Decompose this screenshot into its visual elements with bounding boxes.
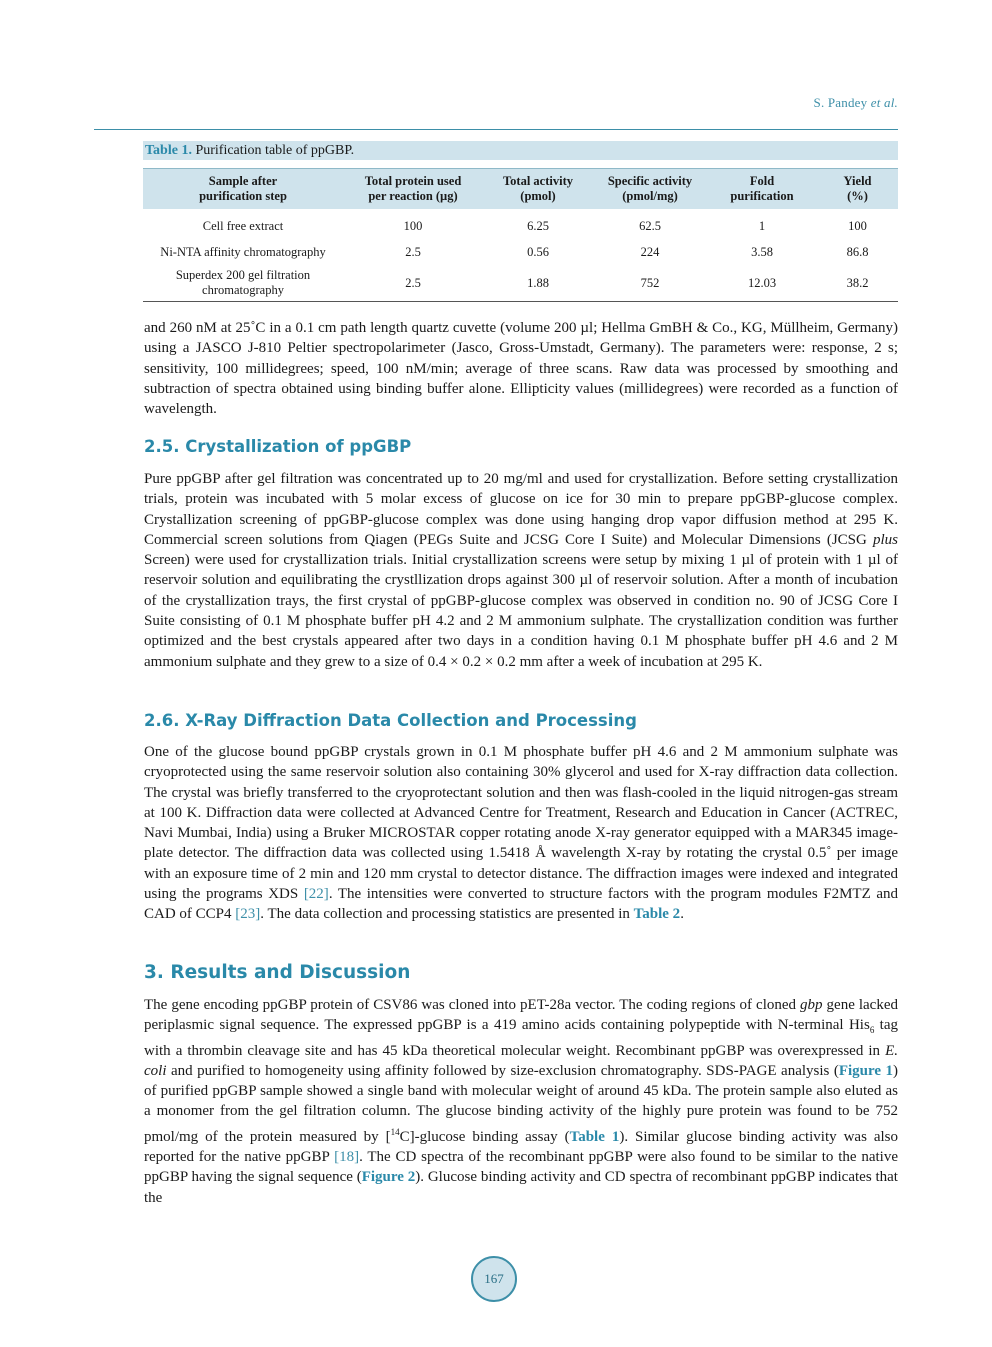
table-cell: 2.5 bbox=[405, 244, 421, 259]
running-head-etal: et al. bbox=[870, 95, 898, 110]
header-rule bbox=[94, 129, 898, 130]
citation-link[interactable]: [23] bbox=[235, 906, 261, 923]
figure-1-link[interactable]: Figure 1 bbox=[838, 1062, 893, 1079]
table-cell: 12.03 bbox=[707, 265, 817, 302]
table-cell: 3.58 bbox=[751, 244, 773, 259]
table-row bbox=[143, 209, 898, 239]
table-row bbox=[143, 265, 898, 302]
purification-table bbox=[143, 168, 898, 302]
table-cell: 0.56 bbox=[527, 244, 549, 259]
col-header-sample: Sample after purification step bbox=[143, 169, 343, 210]
paragraph-xray: One of the glucose bound ppGBP crystals grown in 0.1 M phosphate buffer pH 4.6 and 2 M ammonium sulphate was cryoprotected using the same reservoir solution also containing 30% glycerol and used for X-ray diffraction data collection. The crystal was briefly transferred to the cryoprotectant solution and then was flash-cooled in the liquid nitrogen-gas stream at 100 K. Diffraction data were collected at Advanced Centre for Treatment, Research and Education in Cancer (ACTREC, Navi Mumbai, India) using a Bruker MICROSTAR copper rotating anode X-ray generator equipped with a MAR345 image-plate detector. The diffraction data was collected using 1.5418 Å wavelength X-ray by rotating the crystal 0.5˚ per image with an exposure time of 2 min and 120 mm crystal to detector distance. The diffraction images were indexed and integrated using the programs XDS [22]. The intensities were converted to structure factors with the program modules F2MTZ and CAD of CCP4 [23]. The data collection and processing statistics are presented in Table 2. bbox=[144, 744, 898, 923]
running-head bbox=[814, 95, 898, 111]
table-header-row bbox=[143, 169, 898, 210]
table-cell: 752 bbox=[593, 265, 707, 302]
table-cell: 224 bbox=[640, 244, 660, 259]
table-cell: 38.2 bbox=[817, 265, 898, 302]
section-heading-3: 3. Results and Discussion bbox=[144, 962, 411, 983]
col-header-total-protein: Total protein used per reaction (µg) bbox=[343, 169, 483, 210]
paragraph-results: The gene encoding ppGBP protein of CSV86 was cloned into pET-28a vector. The coding regions of cloned gbp gene lacked periplasmic signal sequence. The expressed ppGBP is a 419 amino acids containing polypeptide with N-terminal His$_6$ tag with a thrombin cleavage site and has 45 kDa theoretical molecular weight. Recombinant ppGBP was overexpressed in E. coli and purified to homogeneity using affinity followed by size-exclusion chromatography. SDS-PAGE analysis (Figure 1) of purified ppGBP sample showed a single band with molecular weight of around 45 kDa. The protein sample also eluted as a monomer from the gel filtration column. The glucose binding activity of the highly pure protein was found to be 752 pmol/mg of the protein measured by [$^{14}$C]-glucose binding assay (Table 1). Similar glucose binding activity was also reported for the native ppGBP [18]. The CD spectra of the recombinant ppGBP were also found to be similar to the native ppGBP having the signal sequence (Figure 2). Glucose binding activity and CD spectra of recombinant ppGBP indicates that the bbox=[144, 997, 899, 1206]
table-cell: 1 bbox=[758, 218, 766, 233]
table-cell: 100 bbox=[403, 218, 423, 233]
section-heading-2-5: 2.5. Crystallization of ppGBP bbox=[144, 437, 412, 456]
page-number: 167 bbox=[471, 1256, 517, 1302]
table-1-link[interactable]: Table 1 bbox=[569, 1128, 620, 1145]
table-cell: Cell free extract bbox=[202, 218, 284, 233]
citation-link[interactable]: [18] bbox=[334, 1149, 360, 1166]
col-header-yield: Yield (%) bbox=[817, 169, 898, 210]
section-heading-2-6: 2.6. X-Ray Diffraction Data Collection and Processing bbox=[144, 711, 637, 730]
col-header-fold-purification: Fold purification bbox=[707, 169, 817, 210]
table-caption-label: Table 1. bbox=[145, 143, 192, 158]
table-caption-text: Purification table of ppGBP. bbox=[195, 143, 355, 158]
running-head-author: S. Pandey bbox=[813, 95, 868, 110]
table-cell: 2.5 bbox=[343, 265, 483, 302]
paragraph-crystallization: Pure ppGBP after gel filtration was concentrated up to 20 mg/ml and used for crystallization. Before setting crystallization trials, protein was incubated with 5 molar excess of glucose on ice for 30 min to prepare ppGBP-glucose complex. Crystallization screening of ppGBP-glucose complex was done using hanging drop vapor diffusion method at 295 K. Commercial screen solutions from Qiagen (PEGs Suite and JCSG Core I Suite) and Molecular Dimensions (JCSG plus Screen) were used for crystallization trials. Initial crystallization screens were setup by mixing 1 µl of protein with 1 µl of reservoir solution and equilibrating the crystllization drops against 300 µl of reservoir solution. After a month of incubation of the crystallization trays, the first crystal of ppGBP-glucose complex was observed in condition no. 90 of JCSG Core I Suite consisting of 0.1 M phosphate buffer pH 4.2 and 2 M ammonium sulphate. The crystallization condition was further optimized and the best crystals appeared after two days in a condition having 0.1 M phosphate buffer pH 4.6 and 2 M ammonium sulphate and they grew to a size of 0.4 × 0.2 × 0.2 mm after a week of incubation at 295 K. bbox=[144, 471, 898, 670]
col-header-total-activity: Total activity (pmol) bbox=[483, 169, 593, 210]
purification-table-block bbox=[143, 141, 898, 302]
figure-2-link[interactable]: Figure 2 bbox=[361, 1169, 416, 1186]
table-cell: Superdex 200 gel filtration chromatography bbox=[143, 265, 343, 302]
paragraph-cd-methods: and 260 nM at 25˚C in a 0.1 cm path length quartz cuvette (volume 200 µl; Hellma GmBH & Co., KG, Müllheim, Germany) using a JASCO J-810 Peltier spectropolarimeter (Jasco, Gross-Umstadt, Germany). The parameters were: response, 2 s; sensitivity, 100 millidegrees; speed, 100 nM/min; average of three scans. Raw data was processed by smoothing and subtraction of spectra obtained using binding buffer alone. Ellipticity values (millidegrees) were recorded as a function of wavelength. bbox=[144, 320, 898, 418]
table-row bbox=[143, 239, 898, 265]
table-cell: Ni-NTA affinity chromatography bbox=[160, 244, 326, 259]
table-cell: 62.5 bbox=[639, 218, 661, 233]
table-caption bbox=[143, 141, 898, 160]
citation-link[interactable]: [22] bbox=[303, 886, 329, 903]
table-2-link[interactable]: Table 2 bbox=[633, 906, 681, 923]
table-cell: 6.25 bbox=[527, 218, 549, 233]
table-cell: 100 bbox=[848, 218, 867, 233]
table-cell: 86.8 bbox=[846, 244, 869, 259]
col-header-specific-activity: Specific activity (pmol/mg) bbox=[593, 169, 707, 210]
table-cell: 1.88 bbox=[483, 265, 593, 302]
